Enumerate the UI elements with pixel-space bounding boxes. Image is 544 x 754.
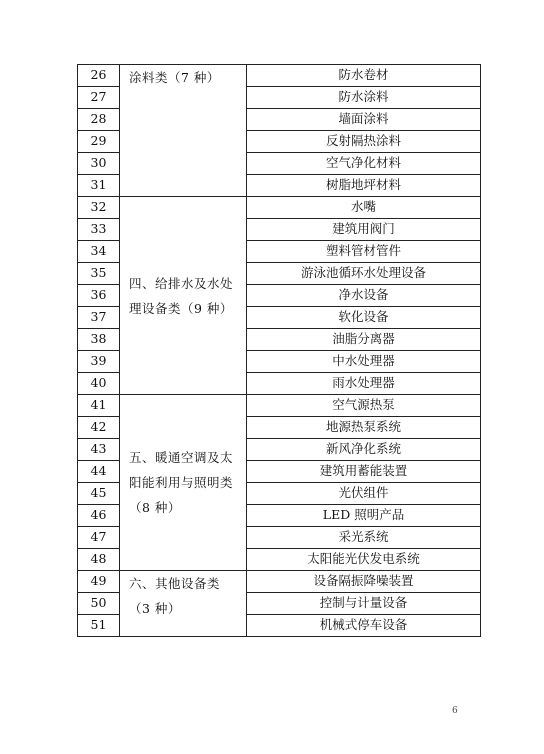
product-name: 采光系统 — [247, 527, 481, 549]
product-name: 设备隔振降噪装置 — [247, 571, 481, 593]
row-number: 30 — [78, 153, 120, 175]
row-number: 44 — [78, 461, 120, 483]
category-cell: 涂料类（7 种） — [120, 65, 247, 197]
product-table — [77, 64, 481, 637]
row-number: 28 — [78, 109, 120, 131]
product-name: 防水卷材 — [247, 65, 481, 87]
page-number: 6 — [452, 706, 458, 716]
product-name: 新风净化系统 — [247, 439, 481, 461]
row-number: 51 — [78, 615, 120, 637]
row-number: 27 — [78, 87, 120, 109]
row-number: 26 — [78, 65, 120, 87]
product-name: 净水设备 — [247, 285, 481, 307]
row-number: 35 — [78, 263, 120, 285]
row-number: 37 — [78, 307, 120, 329]
product-name: 光伏组件 — [247, 483, 481, 505]
product-name: LED 照明产品 — [247, 505, 481, 527]
row-number: 39 — [78, 351, 120, 373]
row-number: 43 — [78, 439, 120, 461]
category-cell: 五、暖通空调及太阳能利用与照明类（8 种） — [120, 395, 247, 571]
product-name: 塑料管材管件 — [247, 241, 481, 263]
product-name: 中水处理器 — [247, 351, 481, 373]
table-body — [78, 65, 481, 637]
row-number: 34 — [78, 241, 120, 263]
row-number: 33 — [78, 219, 120, 241]
row-number: 50 — [78, 593, 120, 615]
row-number: 32 — [78, 197, 120, 219]
product-name: 软化设备 — [247, 307, 481, 329]
row-number: 42 — [78, 417, 120, 439]
category-cell: 六、其他设备类（3 种） — [120, 571, 247, 637]
row-number: 47 — [78, 527, 120, 549]
row-number: 29 — [78, 131, 120, 153]
row-number: 45 — [78, 483, 120, 505]
row-number: 31 — [78, 175, 120, 197]
row-number: 49 — [78, 571, 120, 593]
table-row — [78, 65, 481, 87]
product-name: 太阳能光伏发电系统 — [247, 549, 481, 571]
product-name: 空气源热泵 — [247, 395, 481, 417]
product-name: 树脂地坪材料 — [247, 175, 481, 197]
product-name: 建筑用蓄能装置 — [247, 461, 481, 483]
product-name: 建筑用阀门 — [247, 219, 481, 241]
product-name: 防水涂料 — [247, 87, 481, 109]
row-number: 46 — [78, 505, 120, 527]
product-name: 地源热泵系统 — [247, 417, 481, 439]
row-number: 41 — [78, 395, 120, 417]
product-name: 控制与计量设备 — [247, 593, 481, 615]
row-number: 38 — [78, 329, 120, 351]
product-name: 油脂分离器 — [247, 329, 481, 351]
row-number: 48 — [78, 549, 120, 571]
product-name: 游泳池循环水处理设备 — [247, 263, 481, 285]
row-number: 40 — [78, 373, 120, 395]
product-name: 空气净化材料 — [247, 153, 481, 175]
product-name: 水嘴 — [247, 197, 481, 219]
category-cell: 四、给排水及水处理设备类（9 种） — [120, 197, 247, 395]
table-row — [78, 197, 481, 219]
table-row — [78, 571, 481, 593]
product-name: 机械式停车设备 — [247, 615, 481, 637]
table-row — [78, 395, 481, 417]
row-number: 36 — [78, 285, 120, 307]
product-name: 墙面涂料 — [247, 109, 481, 131]
product-name: 雨水处理器 — [247, 373, 481, 395]
product-name: 反射隔热涂料 — [247, 131, 481, 153]
